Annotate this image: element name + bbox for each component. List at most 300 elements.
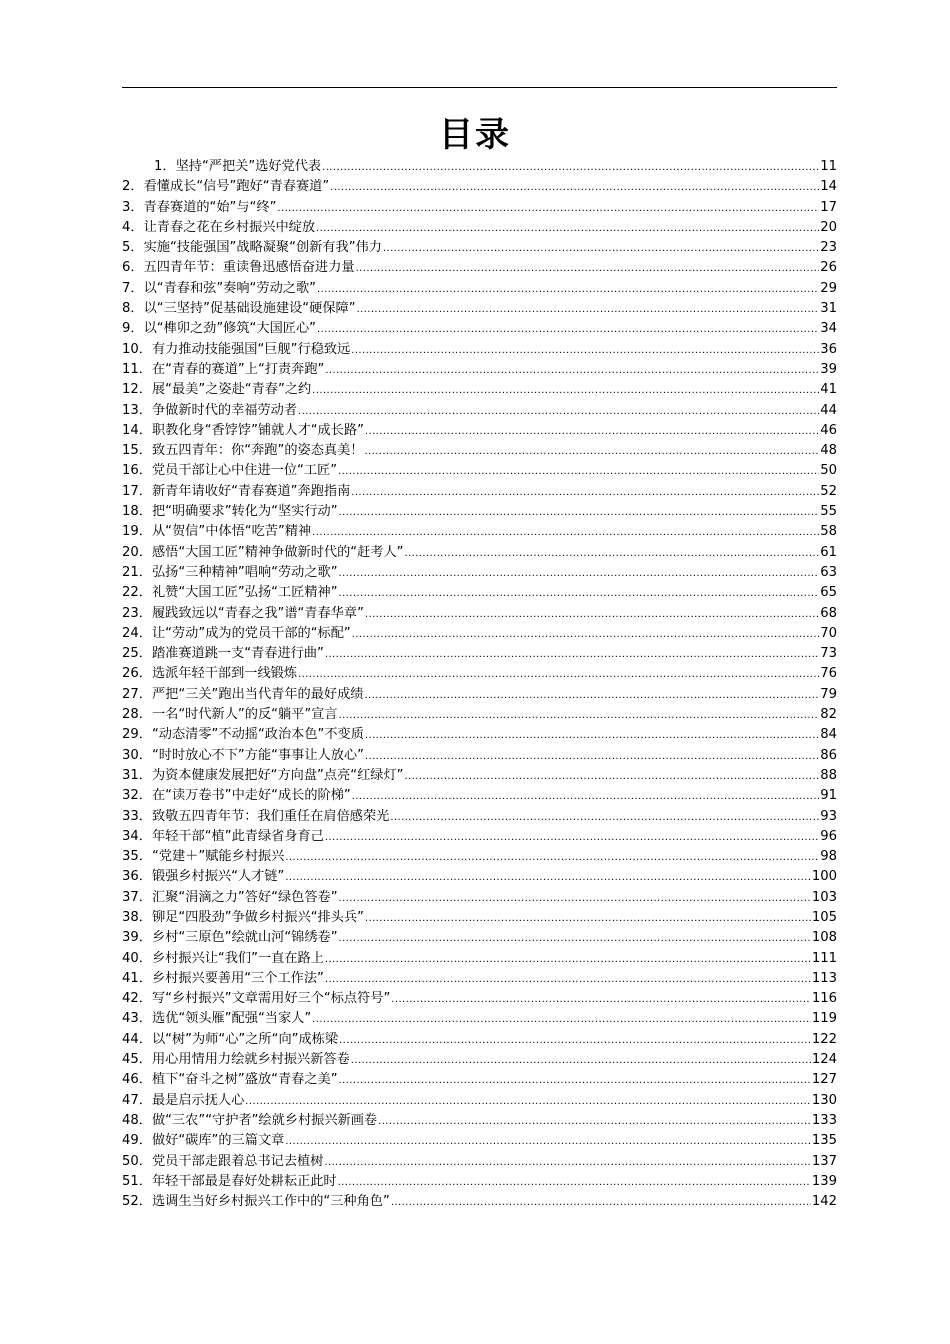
toc-entry-title xyxy=(122,279,316,299)
toc-entry-text: 把“明确要求”转化为“坚实行动” xyxy=(151,504,338,520)
toc-entry[interactable] xyxy=(122,1152,837,1172)
toc-entry[interactable] xyxy=(122,807,837,827)
toc-entry[interactable] xyxy=(122,644,837,664)
toc-entry[interactable] xyxy=(122,441,837,461)
toc-entry-text: 让青春之花在乡村振兴中绽放 xyxy=(143,219,316,235)
toc-entry[interactable] xyxy=(122,543,837,563)
toc-entry[interactable] xyxy=(122,1131,837,1151)
toc-dot-leader xyxy=(357,300,820,320)
toc-entry-text: 实施“技能强国”战略凝聚“创新有我”伟力 xyxy=(143,240,382,256)
toc-dot-leader xyxy=(339,1031,811,1051)
toc-entry-number: 35． xyxy=(122,849,152,865)
toc-entry-text: 乡村振兴让“我们”一直在路上 xyxy=(151,950,324,966)
toc-entry-number: 52． xyxy=(122,1194,152,1210)
toc-dot-leader xyxy=(317,280,819,300)
toc-dot-leader xyxy=(365,747,819,767)
toc-page-number: 135 xyxy=(811,1133,837,1149)
toc-entry-number: 47． xyxy=(122,1092,152,1108)
toc-entry-text: 履践致远以“青春之我”谱“青春华章” xyxy=(151,605,364,621)
toc-entry-text: 最是启示抚人心 xyxy=(151,1092,245,1108)
toc-entry-title xyxy=(122,928,338,948)
toc-entry[interactable] xyxy=(122,258,837,278)
toc-page-number: 48 xyxy=(820,443,837,459)
toc-page-number: 14 xyxy=(820,179,837,195)
toc-dot-leader xyxy=(298,402,819,422)
toc-entry[interactable] xyxy=(122,1192,837,1212)
toc-entry[interactable] xyxy=(122,1030,837,1050)
toc-entry[interactable] xyxy=(122,421,837,441)
toc-dot-leader xyxy=(404,767,819,787)
toc-entry-number: 36． xyxy=(122,869,152,885)
toc-page-number: 98 xyxy=(820,849,837,865)
toc-page-number: 70 xyxy=(820,625,837,641)
toc-page-number: 108 xyxy=(811,930,837,946)
toc-entry-number: 12． xyxy=(122,382,152,398)
toc-entry[interactable] xyxy=(122,685,837,705)
table-of-contents xyxy=(122,157,837,1212)
toc-page-number: 73 xyxy=(820,646,837,662)
toc-entry-title xyxy=(122,969,324,989)
toc-entry[interactable] xyxy=(122,1111,837,1131)
toc-page-number: 29 xyxy=(820,280,837,296)
toc-entry[interactable] xyxy=(122,522,837,542)
toc-entry[interactable] xyxy=(122,340,837,360)
toc-entry-number: 42． xyxy=(122,991,152,1007)
toc-page-number: 17 xyxy=(820,199,837,215)
toc-entry[interactable] xyxy=(122,218,837,238)
toc-entry-number: 38． xyxy=(122,909,152,925)
toc-page-number: 58 xyxy=(820,524,837,540)
toc-page-number: 86 xyxy=(820,747,837,763)
toc-entry-title xyxy=(122,482,350,502)
toc-page-number: 52 xyxy=(820,483,837,499)
toc-entry-text: 植下“奋斗之树”盛放“青春之美” xyxy=(151,1072,338,1088)
toc-entry[interactable] xyxy=(122,705,837,725)
toc-dot-leader xyxy=(277,199,819,219)
toc-entry-number: 21． xyxy=(122,564,152,580)
toc-dot-leader xyxy=(339,929,811,949)
toc-entry-text: 致五四青年：你“奔跑”的姿态真美！ xyxy=(151,443,364,459)
toc-entry-title xyxy=(122,1152,323,1172)
toc-entry-number: 24． xyxy=(122,625,152,641)
toc-entry[interactable] xyxy=(122,928,837,948)
toc-page-number: 91 xyxy=(820,788,837,804)
toc-entry-title xyxy=(122,502,338,522)
toc-entry-title xyxy=(122,847,284,867)
toc-dot-leader xyxy=(317,320,819,340)
toc-entry-title xyxy=(122,746,364,766)
toc-entry-title xyxy=(122,888,338,908)
toc-entry-text: 在“读万卷书”中走好“成长的阶梯” xyxy=(151,788,351,804)
toc-page-number: 142 xyxy=(811,1194,837,1210)
toc-entry-title xyxy=(122,421,364,441)
toc-entry-number: 48． xyxy=(122,1112,152,1128)
toc-page-number: 76 xyxy=(820,666,837,682)
toc-entry-title xyxy=(122,340,350,360)
toc-entry-number: 32． xyxy=(122,788,152,804)
toc-entry[interactable] xyxy=(122,1050,837,1070)
page-title: 目录 xyxy=(439,115,511,155)
toc-entry-text: 选派年轻干部到一线锻炼 xyxy=(151,666,298,682)
toc-entry-text: 有力推动技能强国“巨舰”行稳致远 xyxy=(151,341,351,357)
toc-entry-number: 16． xyxy=(122,463,152,479)
toc-entry[interactable] xyxy=(122,604,837,624)
toc-entry-title xyxy=(122,1131,284,1151)
toc-dot-leader xyxy=(325,645,819,665)
toc-entry-text: 做好“碳库”的三篇文章 xyxy=(151,1133,285,1149)
toc-entry-title xyxy=(122,1009,311,1029)
toc-entry-text: 铆足“四股劲”争做乡村振兴“排头兵” xyxy=(151,909,364,925)
toc-entry[interactable] xyxy=(122,583,837,603)
toc-entry-title xyxy=(122,258,355,278)
toc-page-number: 137 xyxy=(811,1153,837,1169)
toc-entry[interactable] xyxy=(122,746,837,766)
toc-entry-text: 以“树”为师“心”之所“向”成栋梁 xyxy=(151,1031,339,1047)
toc-entry-title xyxy=(122,461,337,481)
toc-dot-leader xyxy=(245,1092,811,1112)
toc-entry-title xyxy=(122,1111,377,1131)
toc-page-number: 79 xyxy=(820,686,837,702)
toc-entry[interactable] xyxy=(122,969,837,989)
toc-page-number: 26 xyxy=(820,260,837,276)
toc-dot-leader xyxy=(352,625,819,645)
toc-entry-number: 49． xyxy=(122,1133,152,1149)
toc-page-number: 82 xyxy=(820,707,837,723)
toc-entry[interactable] xyxy=(122,624,837,644)
toc-page-number: 93 xyxy=(820,808,837,824)
toc-entry[interactable] xyxy=(122,827,837,847)
toc-entry-text: 为资本健康发展把好“方向盘”点亮“红绿灯” xyxy=(151,767,404,783)
toc-dot-leader xyxy=(404,544,819,564)
toc-entry-text: 乡村“三原色”绘就山河“锦绣卷” xyxy=(151,930,338,946)
toc-entry[interactable] xyxy=(122,238,837,258)
toc-entry-title xyxy=(122,644,324,664)
toc-dot-leader xyxy=(325,970,811,990)
toc-entry-title xyxy=(122,1070,338,1090)
toc-entry-title xyxy=(122,827,324,847)
toc-entry-number: 22． xyxy=(122,585,152,601)
toc-entry-text: 做“三农”“守护者”绘就乡村振兴新画卷 xyxy=(151,1112,378,1128)
toc-page-number: 119 xyxy=(811,1011,837,1027)
toc-entry-title xyxy=(122,563,338,583)
toc-entry-title xyxy=(122,1192,390,1212)
toc-entry-text: “党建＋”赋能乡村振兴 xyxy=(151,849,285,865)
toc-page-number: 50 xyxy=(820,463,837,479)
toc-entry-title xyxy=(122,401,297,421)
toc-page-number: 61 xyxy=(820,544,837,560)
toc-dot-leader xyxy=(312,523,819,543)
toc-entry-text: 坚持“严把关”选好党代表 xyxy=(175,159,322,174)
toc-entry-title xyxy=(122,299,356,319)
toc-entry[interactable] xyxy=(122,401,837,421)
toc-entry-number: 30． xyxy=(122,747,152,763)
toc-dot-leader xyxy=(356,259,820,279)
toc-entry-title xyxy=(122,949,324,969)
toc-page-number: 36 xyxy=(820,341,837,357)
toc-entry-title xyxy=(122,238,382,258)
toc-entry-number: 4． xyxy=(122,219,144,235)
toc-entry-title xyxy=(122,664,297,684)
toc-entry-text: 年轻干部“植”此青绿省身育己 xyxy=(151,828,324,844)
toc-entry[interactable] xyxy=(122,847,837,867)
toc-entry-number: 34． xyxy=(122,828,152,844)
toc-entry-title xyxy=(122,360,324,380)
toc-entry-text: 在“青春的赛道”上“打责奔跑” xyxy=(151,361,325,377)
toc-page-number: 124 xyxy=(811,1052,837,1068)
toc-page-number: 31 xyxy=(820,301,837,317)
toc-dot-leader xyxy=(339,706,820,726)
toc-entry[interactable] xyxy=(122,461,837,481)
toc-entry-number: 3． xyxy=(122,199,144,215)
toc-dot-leader xyxy=(391,990,811,1010)
toc-entry-number: 40． xyxy=(122,950,152,966)
toc-entry-text: 新青年请收好“青春赛道”奔跑指南 xyxy=(151,483,351,499)
toc-dot-leader xyxy=(365,726,819,746)
toc-entry[interactable] xyxy=(122,888,837,908)
toc-entry-text: 以“青春和弦”奏响“劳动之歌” xyxy=(143,280,316,296)
toc-dot-leader xyxy=(365,422,819,442)
toc-dot-leader xyxy=(351,1051,811,1071)
toc-entry[interactable] xyxy=(122,482,837,502)
toc-dot-leader xyxy=(351,483,819,503)
toc-page-number: 39 xyxy=(820,361,837,377)
toc-entry-title xyxy=(122,624,351,644)
toc-dot-leader xyxy=(365,909,811,929)
toc-entry[interactable] xyxy=(122,989,837,1009)
toc-entry-text: 年轻干部最是春好处耕耘正此时 xyxy=(151,1173,337,1189)
toc-dot-leader xyxy=(339,1071,811,1091)
toc-dot-leader xyxy=(322,158,819,178)
toc-entry[interactable] xyxy=(122,502,837,522)
toc-entry-number: 46． xyxy=(122,1072,152,1088)
toc-entry-number: 10． xyxy=(122,341,152,357)
toc-dot-leader xyxy=(364,442,819,462)
toc-entry[interactable] xyxy=(122,380,837,400)
toc-dot-leader xyxy=(391,1193,811,1213)
toc-entry-title xyxy=(122,522,311,542)
toc-entry-number: 17． xyxy=(122,483,152,499)
toc-page-number: 100 xyxy=(811,869,837,885)
toc-entry-title xyxy=(122,725,364,745)
toc-entry-text: 一名“时代新人”的反“躺平”宣言 xyxy=(151,707,338,723)
toc-dot-leader xyxy=(312,381,819,401)
toc-dot-leader xyxy=(338,1173,811,1193)
toc-entry-number: 39． xyxy=(122,930,152,946)
toc-entry[interactable] xyxy=(122,360,837,380)
toc-entry-title xyxy=(122,786,351,806)
toc-entry-text: 选优“领头雁”配强“当家人” xyxy=(151,1011,312,1027)
toc-page-number: 111 xyxy=(811,950,837,966)
toc-entry-title xyxy=(122,807,389,827)
toc-page-number: 41 xyxy=(820,382,837,398)
toc-dot-leader xyxy=(330,178,819,198)
toc-entry-number: 13． xyxy=(122,402,152,418)
toc-entry-title xyxy=(122,1050,350,1070)
toc-page-number: 130 xyxy=(811,1092,837,1108)
toc-dot-leader xyxy=(285,848,819,868)
toc-entry-number: 25． xyxy=(122,646,152,662)
toc-entry-text: 选调生当好乡村振兴工作中的“三种角色” xyxy=(151,1194,390,1210)
toc-dot-leader xyxy=(365,605,819,625)
toc-page-number: 63 xyxy=(820,564,837,580)
toc-entry-number: 28． xyxy=(122,707,152,723)
toc-entry[interactable] xyxy=(122,279,837,299)
toc-entry-text: 青春赛道的“始”与“终” xyxy=(143,199,277,215)
toc-entry-text: 汇聚“涓滴之力”答好“绿色答卷” xyxy=(151,889,338,905)
toc-page-number: 65 xyxy=(820,585,837,601)
toc-entry-title xyxy=(122,198,276,218)
toc-entry-title xyxy=(122,1030,338,1050)
toc-entry[interactable] xyxy=(122,1070,837,1090)
toc-entry[interactable] xyxy=(122,177,837,197)
toc-entry[interactable] xyxy=(122,563,837,583)
toc-entry-title xyxy=(122,543,403,563)
toc-dot-leader xyxy=(352,787,819,807)
toc-entry-number: 23． xyxy=(122,605,152,621)
toc-entry-text: 展“最美”之姿赴“青春”之约 xyxy=(151,382,312,398)
toc-entry-number: 19． xyxy=(122,524,152,540)
toc-entry-title xyxy=(122,218,315,238)
toc-entry-text: 致敬五四青年节：我们重任在肩倍感荣光 xyxy=(151,808,390,824)
toc-entry-text: 写“乡村振兴”文章需用好三个“标点符号” xyxy=(151,991,391,1007)
toc-entry[interactable] xyxy=(122,1172,837,1192)
toc-entry-title xyxy=(122,1091,244,1111)
toc-page-number: 88 xyxy=(820,767,837,783)
toc-entry[interactable] xyxy=(122,1091,837,1111)
toc-entry-number: 43． xyxy=(122,1011,152,1027)
toc-entry-number: 20． xyxy=(122,544,152,560)
toc-entry-text: 职教化身“香饽饽”铺就人才“成长路” xyxy=(151,422,364,438)
toc-entry-number: 31． xyxy=(122,767,152,783)
toc-dot-leader xyxy=(312,1010,811,1030)
toc-entry-number: 37． xyxy=(122,889,152,905)
toc-dot-leader xyxy=(285,1132,811,1152)
toc-page-number: 127 xyxy=(811,1072,837,1088)
toc-entry-title xyxy=(122,908,364,928)
toc-entry-number: 45． xyxy=(122,1052,152,1068)
toc-page-number: 20 xyxy=(820,219,837,235)
toc-entry-text: 党员干部让心中住进一位“工匠” xyxy=(151,463,338,479)
toc-entry-number: 14． xyxy=(122,422,152,438)
toc-page-number: 44 xyxy=(820,402,837,418)
toc-entry-text: 五四青年节：重读鲁迅感悟奋进力量 xyxy=(143,260,355,276)
toc-dot-leader xyxy=(316,219,819,239)
toc-dot-leader xyxy=(285,868,811,888)
toc-page-number: 133 xyxy=(811,1112,837,1128)
toc-page-number: 46 xyxy=(820,422,837,438)
toc-entry-text: 严把“三关”跑出当代青年的最好成绩 xyxy=(151,686,364,702)
toc-entry-number: 33． xyxy=(122,808,152,824)
toc-dot-leader xyxy=(324,1153,810,1173)
toc-entry-number: 6． xyxy=(122,260,144,276)
toc-dot-leader xyxy=(364,686,819,706)
toc-entry-text: 党员干部走跟着总书记去植树 xyxy=(151,1153,324,1169)
toc-entry-number: 8． xyxy=(122,301,144,317)
toc-entry-text: 以“三坚持”促基础设施建设“硬保障” xyxy=(143,301,356,317)
toc-dot-leader xyxy=(338,462,819,482)
toc-entry-text: 礼赞“大国工匠”弘扬“工匠精神” xyxy=(151,585,338,601)
toc-page-number: 122 xyxy=(811,1031,837,1047)
toc-entry-number: 51． xyxy=(122,1173,152,1189)
toc-entry-title xyxy=(122,685,363,705)
toc-entry[interactable] xyxy=(122,664,837,684)
toc-entry-number: 2． xyxy=(122,179,144,195)
toc-dot-leader xyxy=(339,503,820,523)
toc-dot-leader xyxy=(351,341,819,361)
toc-entry[interactable] xyxy=(122,949,837,969)
toc-entry-text: “动态清零”不动摇“政治本色”不变质 xyxy=(151,727,364,743)
toc-page-number: 139 xyxy=(811,1173,837,1189)
toc-entry[interactable] xyxy=(122,198,837,218)
toc-entry[interactable] xyxy=(122,766,837,786)
toc-dot-leader xyxy=(325,950,811,970)
toc-dot-leader xyxy=(383,239,819,259)
toc-entry-number: 7． xyxy=(122,280,144,296)
toc-page-number: 84 xyxy=(820,727,837,743)
toc-entry[interactable] xyxy=(122,725,837,745)
toc-entry-text: 弘扬“三种精神”唱响“劳动之歌” xyxy=(151,564,338,580)
toc-entry-title xyxy=(122,177,329,197)
toc-page-number: 113 xyxy=(811,970,837,986)
toc-entry-text: 以“榫卯之劲”修筑“大国匠心” xyxy=(143,321,316,337)
toc-entry-number: 15． xyxy=(122,443,152,459)
toc-entry-text: 感悟“大国工匠”精神争做新时代的“赶考人” xyxy=(151,544,404,560)
toc-entry[interactable] xyxy=(122,867,837,887)
toc-entry-title xyxy=(122,604,364,624)
toc-entry-title xyxy=(122,319,316,339)
toc-entry-number: 44． xyxy=(122,1031,152,1047)
toc-entry-text: 争做新时代的幸福劳动者 xyxy=(151,402,298,418)
toc-entry-title xyxy=(122,583,338,603)
toc-entry-number: 9． xyxy=(122,321,144,337)
toc-dot-leader xyxy=(390,808,819,828)
toc-entry-number: 26． xyxy=(122,666,152,682)
toc-page-number: 116 xyxy=(811,991,837,1007)
toc-entry[interactable] xyxy=(122,157,837,177)
toc-entry-text: 从“贺信”中体悟“吃苦”精神 xyxy=(151,524,312,540)
toc-entry-number: 5． xyxy=(122,240,144,256)
toc-entry-text: 乡村振兴要善用“三个工作法” xyxy=(151,970,324,986)
toc-dot-leader xyxy=(378,1112,811,1132)
toc-entry[interactable] xyxy=(122,908,837,928)
toc-dot-leader xyxy=(339,584,820,604)
toc-entry-title xyxy=(122,766,403,786)
toc-page-number: 34 xyxy=(820,321,837,337)
toc-entry-text: 踏准赛道跳一支“青春进行曲” xyxy=(151,646,324,662)
toc-entry[interactable] xyxy=(122,1009,837,1029)
toc-dot-leader xyxy=(298,665,819,685)
toc-entry-text: “时时放心不下”方能“事事让人放心” xyxy=(151,747,364,763)
toc-entry-text: 锻强乡村振兴“人才链” xyxy=(151,869,285,885)
toc-entry-title xyxy=(122,1172,337,1192)
toc-entry-title xyxy=(122,705,338,725)
header-rule xyxy=(122,87,837,88)
toc-entry[interactable] xyxy=(122,786,837,806)
toc-entry-number: 27． xyxy=(122,686,152,702)
toc-entry[interactable] xyxy=(122,299,837,319)
toc-entry-title xyxy=(122,441,363,461)
toc-page-number: 96 xyxy=(820,828,837,844)
toc-page-number: 55 xyxy=(820,504,837,520)
toc-entry-number: 29． xyxy=(122,727,152,743)
toc-page-number: 103 xyxy=(811,889,837,905)
toc-entry-number: 50． xyxy=(122,1153,152,1169)
toc-dot-leader xyxy=(339,889,811,909)
toc-entry-title xyxy=(154,157,321,177)
toc-entry[interactable] xyxy=(122,319,837,339)
toc-dot-leader xyxy=(339,564,820,584)
toc-entry-title xyxy=(122,380,311,400)
